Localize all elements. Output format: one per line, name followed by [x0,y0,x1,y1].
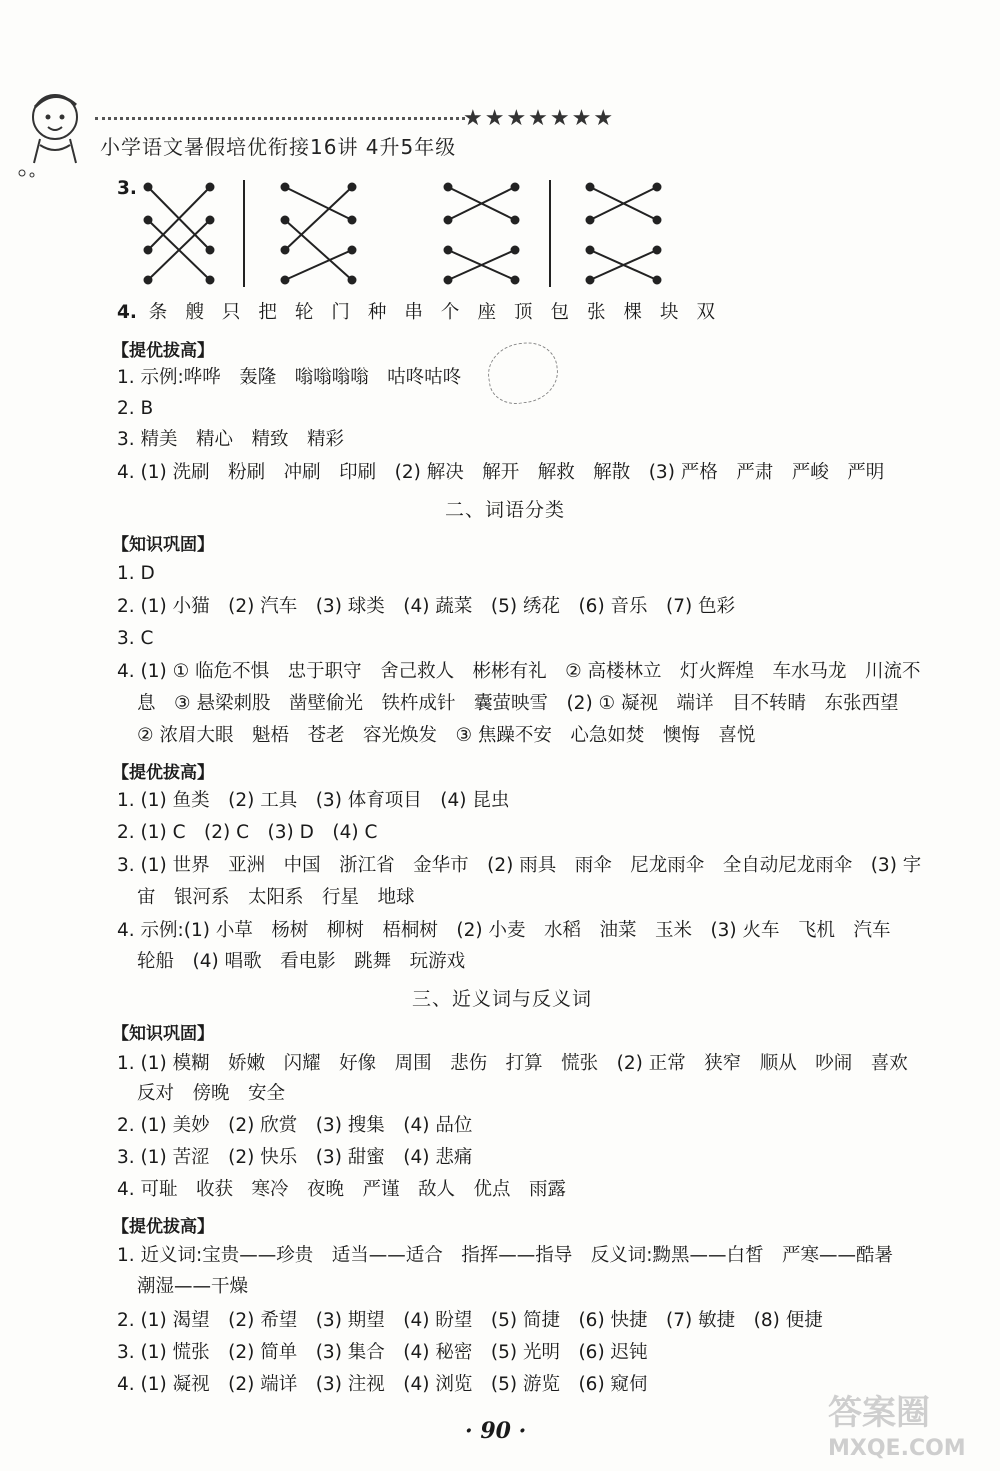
header-stars: ★★★★★★★ [463,106,616,131]
answer-line: 3. (1) 慌张 (2) 简单 (3) 集合 (4) 秘密 (5) 光明 (6) 迟钝 [117,1342,648,1363]
answer-line: 1. D [117,563,155,584]
answer-line: 4. (1) 洗刷 粉刷 冲刷 印刷 (2) 解决 解开 解救 解散 (3) 严格 严肃 严峻 严明 [117,462,885,483]
answer-line: 4. (1) 凝视 (2) 端详 (3) 注视 (4) 浏览 (5) 游览 (6) 窥伺 [117,1374,648,1395]
tag-tiyou: 【提优拔高】 [112,1217,214,1237]
tag-zhishi: 【知识巩固】 [112,535,214,555]
answer-line: 反对 傍晚 安全 [137,1083,286,1104]
answer-line: 宙 银河系 太阳系 行星 地球 [137,887,415,908]
book-title: 小学语文暑假培优衔接16讲 4升5年级 [100,135,457,159]
answer-line: 轮船 (4) 唱歌 看电影 跳舞 玩游戏 [137,951,466,972]
tag-tiyou: 【提优拔高】 [112,763,214,783]
answer-line: 3. C [117,628,154,649]
answer-line: 3. 精美 精心 精致 精彩 [117,429,345,450]
answer-line: 潮湿——干燥 [137,1276,249,1297]
header-dotted-rule [95,117,465,120]
answer-line: 2. (1) 小猫 (2) 汽车 (3) 球类 (4) 蔬菜 (5) 绣花 (6) 音乐 (7) 色彩 [117,596,736,617]
answer-line: 1. 近义词:宝贵——珍贵 适当——适合 指挥——指导 反义词:黝黑——白皙 严寒——酷暑 [117,1245,894,1266]
tag-zhishi: 【知识巩固】 [112,1024,214,1044]
tag-tiyou: 【提优拔高】 [112,341,214,361]
answer-line: 1. 示例:哗哗 轰隆 嗡嗡嗡嗡 咕咚咕咚 [117,367,462,388]
section-title: 二、词语分类 [445,499,566,521]
answer-line: 4. (1) ① 临危不惧 忠于职守 舍己救人 彬彬有礼 ② 高楼林立 灯火辉煌 车水马龙 川流不 [117,661,921,682]
answer-line: 息 ③ 悬梁刺股 凿壁偷光 铁杵成针 囊萤映雪 (2) ① 凝视 端详 目不转睛 东张西望 [137,693,899,714]
answer-line: 2. (1) 渴望 (2) 希望 (3) 期望 (4) 盼望 (5) 简捷 (6) 快捷 (7) 敏捷 (8) 便捷 [117,1310,823,1331]
page-number: · 90 · [465,1418,527,1444]
answer-line: ② 浓眉大眼 魁梧 苍老 容光焕发 ③ 焦躁不安 心急如焚 懊悔 喜悦 [137,725,756,746]
stamp-mark [484,338,562,407]
q3-label: 3. [117,178,137,199]
matching-diagrams [130,175,670,295]
section-title: 三、近义词与反义词 [412,988,593,1010]
answer-line: 2. (1) C (2) C (3) D (4) C [117,822,378,843]
answer-line: 2. B [117,398,154,419]
answer-line: 2. (1) 美妙 (2) 欣赏 (3) 搜集 (4) 品位 [117,1115,473,1136]
answer-line: 3. (1) 苦涩 (2) 快乐 (3) 甜蜜 (4) 悲痛 [117,1147,473,1168]
answer-line: 4. 示例:(1) 小草 杨树 柳树 梧桐树 (2) 小麦 水稻 油菜 玉米 (3) 火车 飞机 汽车 [117,920,891,941]
q4-measure-words: 4. 条 艘 只 把 轮 门 种 串 个 座 顶 包 张 棵 块 双 [117,302,716,323]
answer-line: 3. (1) 世界 亚洲 中国 浙江省 金华市 (2) 雨具 雨伞 尼龙雨伞 全自动尼龙雨伞 (3) 宇 [117,855,922,876]
watermark-logo: 答案圈 MXQE.COM [828,1393,966,1461]
answer-line: 1. (1) 鱼类 (2) 工具 (3) 体育项目 (4) 昆虫 [117,790,510,811]
answer-line: 4. 可耻 收获 寒冷 夜晚 严谨 敌人 优点 雨露 [117,1179,567,1200]
mascot-illustration [10,85,100,180]
answer-line: 1. (1) 模糊 娇嫩 闪耀 好像 周围 悲伤 打算 慌张 (2) 正常 狭窄 顺从 吵闹 喜欢 [117,1053,908,1074]
